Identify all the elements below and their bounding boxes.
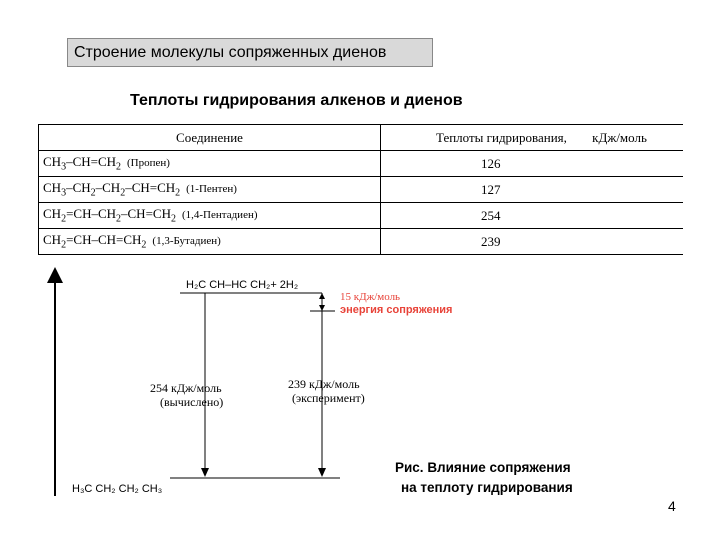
compound-name: (1-Пентен) xyxy=(186,183,237,196)
slide-title: Строение молекулы сопряженных диенов xyxy=(67,38,433,67)
header-heat-label: Теплоты гидрирования, xyxy=(436,129,567,145)
header-unit: кДж/моль xyxy=(592,129,647,145)
header-compound: Соединение xyxy=(39,125,381,151)
compound-formula: $CH_2=CH-CH=CH_2$ xyxy=(43,232,147,251)
conjugation-arrowhead-down xyxy=(319,305,325,311)
compound-name: (Пропен) xyxy=(127,157,170,170)
caption-line-1: Рис. Влияние сопряжения xyxy=(395,460,571,475)
calculated-note: (вычислено) xyxy=(160,395,224,409)
conjugation-value: 15 кДж/моль xyxy=(340,291,401,303)
compound-name: (1,4-Пентадиен) xyxy=(181,209,258,222)
heat-value: 254 xyxy=(381,203,684,229)
conjugation-label: энергия сопряжения xyxy=(340,304,453,316)
compound-formula: $CH_2=CH-CH_2-CH=CH_2$ xyxy=(43,206,176,225)
top-formula: H₂C CH–HC CH₂+ 2H₂ xyxy=(186,279,299,291)
calculated-arrowhead xyxy=(201,468,209,477)
compound-formula: $CH_3-CH=CH_2$ xyxy=(43,154,122,173)
conjugation-arrowhead-up xyxy=(319,293,325,299)
page-number: 4 xyxy=(668,498,676,514)
experimental-note: (эксперимент) xyxy=(292,391,365,405)
heat-value: 239 xyxy=(381,229,684,255)
compound-name: (1,3-Бутадиен) xyxy=(152,235,221,248)
heat-value: 127 xyxy=(381,177,684,203)
bottom-formula: H₃C CH₂ CH₂ CH₃ xyxy=(72,483,163,495)
compound-formula: $CH_3-CH_2-CH_2-CH=CH_2$ xyxy=(43,180,181,199)
experimental-arrowhead xyxy=(318,468,326,477)
caption-line-2: на теплоту гидрирования xyxy=(401,480,573,495)
figure-caption xyxy=(395,458,573,498)
calculated-value: 254 кДж/моль xyxy=(150,381,222,395)
experimental-value: 239 кДж/моль xyxy=(288,377,360,391)
table-subtitle: Теплоты гидрирования алкенов и диенов xyxy=(130,92,463,109)
heat-value: 126 xyxy=(381,151,684,177)
